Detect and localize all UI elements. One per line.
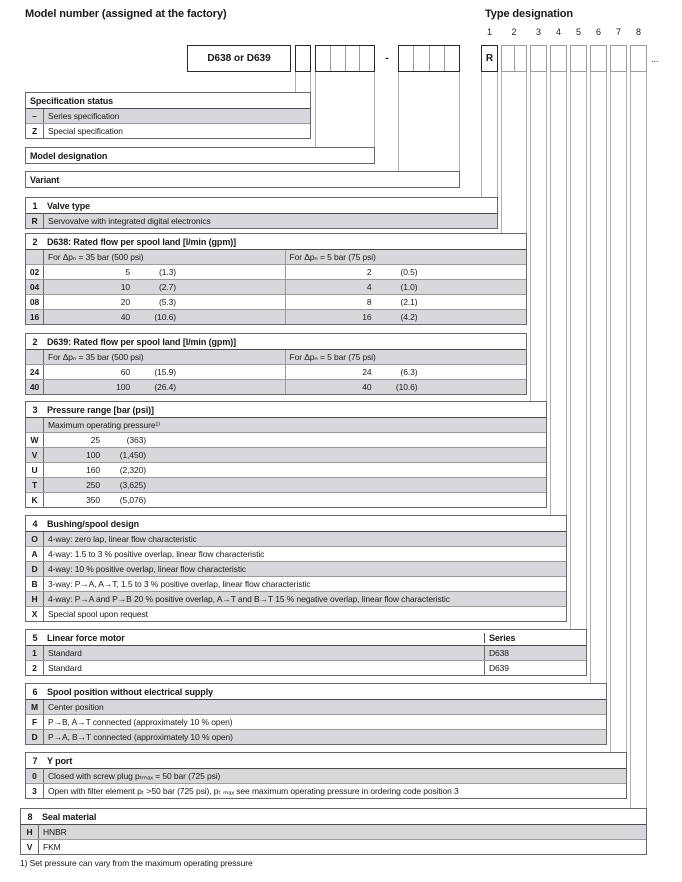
row-key: 08 [26,295,44,309]
row-key: D [26,562,44,576]
type-position-label-3: 3 [535,27,541,37]
flow-value-metric: 40 [120,312,130,322]
footnote: 1) Set pressure can vary from the maximum operating pressure [20,858,253,868]
header-title: Spool position without electrical supply [47,686,214,697]
table-header [26,630,586,646]
series-column-header: Series [484,633,586,643]
page-title-model-number: Model number (assigned at the factory) [25,8,227,20]
flow-value-imperial: (2.1) [400,297,418,307]
table-row [26,700,606,715]
table-row [21,825,646,840]
table-row [26,310,526,324]
table-header [21,809,646,825]
row-key: 2 [26,661,44,675]
header-title: Model designation [30,150,108,161]
table-row [26,646,586,661]
type-code-box-6 [590,45,607,72]
table-row [26,380,526,394]
row-key: V [26,448,44,462]
row-series: D639 [484,661,586,675]
header-number: 6 [32,686,38,697]
pressure-bar: 100 [86,450,100,460]
header-title: Linear force motor [47,632,125,643]
table-row [26,463,546,478]
table-row [21,840,646,854]
model-cell [444,46,459,71]
connector-lane-4 [550,72,567,515]
table-spool-position [25,683,607,745]
table-subheader-row [26,418,546,433]
table-variant [25,171,460,188]
table-row [26,577,566,592]
connector-lane-6 [590,72,607,683]
flow-cell [44,310,285,324]
connector-lane-5 [570,72,587,629]
row-desc: P→B, A→T connected (approximately 10 % open) [48,717,233,727]
row-key: 3 [26,784,44,798]
flow-cell [285,265,527,279]
table-row [26,730,606,744]
flow-cell [285,295,527,309]
row-key: H [21,825,39,839]
type-position-label-2: 2 [511,27,517,37]
table-subheader-row [26,350,526,365]
table-row [26,295,526,310]
col-header-max-pressure: Maximum operating pressure¹⁾ [48,419,161,430]
type-cell [514,46,527,71]
row-key [26,350,44,364]
header-number: 1 [32,200,38,211]
pressure-bar: 250 [86,480,100,490]
table-row [26,433,546,448]
row-desc: Center position [48,702,104,712]
flow-value-imperial: (15.9) [154,367,176,377]
table-y-port [25,752,627,799]
header-number: 4 [32,518,38,529]
header-number: 8 [27,811,33,822]
row-key: F [26,715,44,729]
row-key: W [26,433,44,447]
table-row [26,532,566,547]
header-title: Valve type [47,200,91,211]
table-specification-status [25,92,311,139]
col-header-35bar: For Δpₙ = 35 bar (500 psi) [48,251,144,262]
type-position-label-6: 6 [595,27,601,37]
row-desc: FKM [43,842,61,852]
row-desc: 4-way: zero lap, linear flow characteristic [48,534,197,544]
row-desc: 4-way: 10 % positive overlap, linear flow characteristic [48,564,247,574]
table-header [26,148,374,163]
flow-value-metric: 5 [125,267,130,277]
flow-cell [44,380,285,394]
flow-cell [44,280,285,294]
type-position-label-4: 4 [555,27,561,37]
flow-value-imperial: (1.0) [400,282,418,292]
connector-lane-2 [501,72,527,233]
model-cell [330,46,345,71]
table-row [26,661,586,675]
connector-lane-spec-status [295,72,311,92]
model-variant-group [398,45,460,72]
type-position-label-8: 8 [635,27,641,37]
table-row [26,265,526,280]
row-desc: Special spool upon request [48,609,148,619]
table-header [26,516,566,532]
model-cell [345,46,360,71]
pressure-cell [44,493,546,507]
flow-value-metric: 40 [362,382,372,392]
table-flow-d638 [25,233,527,325]
col-header-5bar: For Δpₙ = 5 bar (75 psi) [285,350,527,364]
row-key: A [26,547,44,561]
flow-cell [44,365,285,379]
flow-value-metric: 4 [366,282,372,292]
page-title-type-designation: Type designation [485,8,574,20]
connector-lane-7 [610,72,627,752]
pressure-psi: (1,450) [119,450,146,460]
flow-cell [285,310,527,324]
table-seal-material [20,808,647,855]
row-key: H [26,592,44,606]
model-cell [413,46,428,71]
flow-cell [44,265,285,279]
header-number: 2 [32,336,38,347]
row-key: X [26,607,44,621]
model-dash: - [385,53,389,64]
header-title: D638: Rated flow per spool land [l/min (gpm)] [47,236,237,247]
header-title: Specification status [30,95,114,106]
flow-value-metric: 100 [116,382,130,392]
table-row [26,365,526,380]
flow-value-imperial: (26.4) [154,382,176,392]
header-title: Seal material [42,811,97,822]
row-desc: Standard [48,663,82,673]
table-header [26,93,310,109]
type-position-label-1: 1 [486,27,492,37]
flow-value-imperial: (0.5) [400,267,418,277]
flow-value-metric: 8 [366,297,372,307]
row-desc: Servovalve with integrated digital electronics [48,216,211,226]
row-key: U [26,463,44,477]
header-title: Bushing/spool design [47,518,139,529]
flow-value-imperial: (5.3) [159,297,176,307]
row-key: 0 [26,769,44,783]
pressure-psi: (5,076) [119,495,146,505]
flow-cell [285,280,527,294]
row-key: O [26,532,44,546]
table-model-designation [25,147,375,164]
pressure-cell [44,478,546,492]
row-desc: Standard [48,648,82,658]
row-key: 40 [26,380,44,394]
flow-value-imperial: (6.3) [400,367,418,377]
row-desc: 4-way: P→A and P→B 20 % positive overlap, A→T and B→T 15 % negative overlap, linear flow characteristic [48,594,450,604]
type-position-label-7: 7 [615,27,621,37]
pressure-cell [44,448,546,462]
table-row [26,493,546,507]
header-number: 2 [32,236,38,247]
ellipsis: ... [651,54,659,64]
pressure-psi: (363) [126,435,146,445]
flow-cell [285,365,527,379]
connector-lane-8 [630,72,647,808]
model-cell [359,46,374,71]
type-code-box-2 [501,45,527,72]
table-row [26,478,546,493]
row-key: B [26,577,44,591]
model-cell [399,46,413,71]
table-row [26,124,310,138]
model-cell [429,46,444,71]
flow-value-metric: 2 [366,267,372,277]
connector-lane-model-designation [315,72,375,147]
flow-value-metric: 60 [120,367,130,377]
row-key [26,418,44,432]
table-valve-type [25,197,498,229]
table-row [26,769,626,784]
row-key: 1 [26,646,44,660]
table-header [26,172,459,187]
table-row [26,547,566,562]
col-header-35bar: For Δpₙ = 35 bar (500 psi) [48,351,144,362]
model-spec-status-box [295,45,311,72]
type-code-box-3 [530,45,547,72]
table-row [26,784,626,798]
header-title: Variant [30,174,60,185]
model-designation-group [315,45,375,72]
header-number: 7 [32,755,38,766]
row-desc: Series specification [48,111,120,121]
row-desc: HNBR [43,827,67,837]
row-desc: P→A, B→T connected (approximately 10 % open) [48,732,233,742]
row-key: K [26,493,44,507]
table-row [26,607,566,621]
table-header [26,684,606,700]
table-header [26,234,526,250]
connector-lane-variant [398,72,460,171]
flow-value-metric: 20 [120,297,130,307]
row-desc: 3-way: P→A, A→T, 1.5 to 3 % positive overlap, linear flow characteristic [48,579,311,589]
table-row [26,562,566,577]
flow-value-metric: 16 [362,312,372,322]
table-row [26,214,497,228]
header-number: 5 [32,632,38,643]
row-desc: Open with filter element pₜ >50 bar (725 psi), pₜ ₘₐₓ see maximum operating pressure in ordering code position 3 [48,785,459,796]
connector-lane-1 [481,72,498,197]
pressure-cell [44,433,546,447]
table-row [26,715,606,730]
flow-value-imperial: (10.6) [395,382,418,392]
model-number-box: D638 or D639 [187,45,291,72]
table-subheader-row [26,250,526,265]
pressure-bar: 350 [86,495,100,505]
flow-cell [285,380,527,394]
type-cell [502,46,514,71]
header-title: Pressure range [bar (psi)] [47,404,154,415]
pressure-cell [44,463,546,477]
row-series: D638 [484,646,586,660]
table-row [26,448,546,463]
table-row [26,592,566,607]
row-key: Z [26,124,44,138]
type-code-box-4 [550,45,567,72]
header-title: D639: Rated flow per spool land [l/min (gpm)] [47,336,237,347]
header-title: Y port [47,755,73,766]
type-code-box-1: R [481,45,498,72]
row-desc: Closed with screw plug pₜₘₐₓ = 50 bar (725 psi) [48,770,221,781]
table-header [26,198,497,214]
flow-value-imperial: (4.2) [400,312,418,322]
row-desc: 4-way: 1.5 to 3 % positive overlap, linear flow characteristic [48,549,265,559]
flow-value-metric: 24 [362,367,372,377]
table-flow-d639 [25,333,527,395]
type-position-label-5: 5 [575,27,581,37]
row-key: V [21,840,39,854]
row-key: M [26,700,44,714]
pressure-bar: 25 [90,435,100,445]
table-header [26,334,526,350]
table-row [26,280,526,295]
pressure-bar: 160 [86,465,100,475]
pressure-psi: (2,320) [119,465,146,475]
type-code-box-8 [630,45,647,72]
model-cell [316,46,330,71]
flow-value-imperial: (1.3) [159,267,176,277]
pressure-psi: (3,625) [119,480,146,490]
connector-lane-3 [530,72,547,401]
col-header-5bar: For Δpₙ = 5 bar (75 psi) [285,250,527,264]
row-desc: Special specification [48,126,123,136]
flow-value-metric: 10 [120,282,130,292]
flow-cell [44,295,285,309]
table-row [26,109,310,124]
header-number: 3 [32,404,38,415]
table-bushing-spool [25,515,567,622]
table-pressure-range [25,401,547,508]
row-key: R [26,214,44,228]
table-linear-force-motor [25,629,587,676]
table-header [26,402,546,418]
type-code-box-7 [610,45,627,72]
type-code-box-5 [570,45,587,72]
row-key: 16 [26,310,44,324]
table-header [26,753,626,769]
flow-value-imperial: (10.6) [154,312,176,322]
row-key: D [26,730,44,744]
row-key: – [26,109,44,123]
row-key: T [26,478,44,492]
row-key: 24 [26,365,44,379]
flow-value-imperial: (2.7) [159,282,176,292]
row-key: 04 [26,280,44,294]
row-key [26,250,44,264]
row-key: 02 [26,265,44,279]
